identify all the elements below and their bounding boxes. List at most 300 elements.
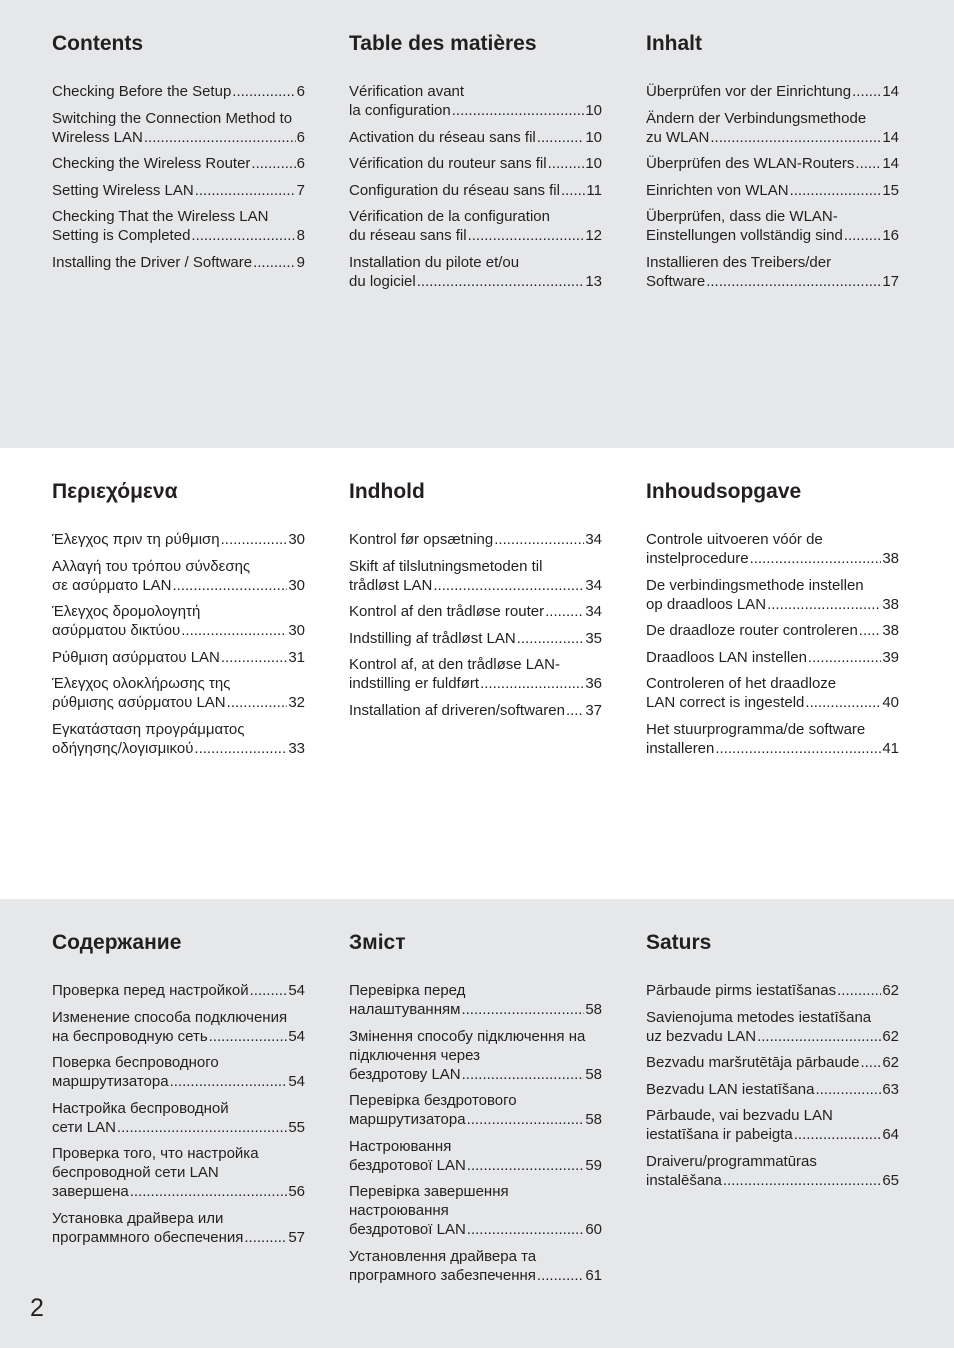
toc-entry-text: бездротової LAN bbox=[349, 1156, 466, 1174]
dot-leader bbox=[815, 1080, 881, 1099]
dot-leader bbox=[467, 1156, 585, 1175]
toc-entry-last-line bbox=[646, 549, 899, 568]
toc-entry[interactable] bbox=[646, 181, 899, 200]
toc-entry-last-line bbox=[52, 1118, 305, 1137]
toc-entry-last-line bbox=[52, 739, 305, 758]
dot-leader bbox=[480, 674, 584, 693]
dot-leader bbox=[191, 226, 295, 245]
toc-entry-text: Installation af driveren/softwaren bbox=[349, 701, 565, 719]
toc-entry[interactable] bbox=[349, 181, 602, 200]
toc-entry[interactable] bbox=[646, 1080, 899, 1099]
toc-page-number: 30 bbox=[288, 622, 305, 640]
toc-page-number: 6 bbox=[296, 155, 305, 173]
toc-entry-last-line bbox=[349, 101, 602, 120]
toc-section bbox=[52, 30, 305, 280]
toc-page-number: 58 bbox=[585, 1111, 602, 1129]
toc-page-number: 14 bbox=[882, 83, 899, 100]
dot-leader bbox=[181, 621, 287, 640]
toc-page-number: 34 bbox=[585, 603, 602, 621]
dot-leader bbox=[794, 1125, 882, 1144]
toc-entry-text: Kontrol af, at den trådløse LAN- bbox=[349, 656, 560, 674]
dot-leader bbox=[452, 101, 585, 120]
toc-entry-last-line bbox=[349, 1000, 602, 1019]
toc-entry-text: Перевірка перед bbox=[349, 982, 466, 999]
toc-entry[interactable] bbox=[349, 1091, 602, 1129]
toc-entry[interactable] bbox=[349, 82, 602, 120]
toc-entry[interactable] bbox=[646, 576, 899, 614]
toc-entry-last-line bbox=[646, 128, 899, 147]
toc-entry-text: Draadloos LAN instellen bbox=[646, 648, 807, 666]
dot-leader bbox=[232, 82, 295, 101]
toc-page-number: 37 bbox=[585, 701, 602, 719]
dot-leader bbox=[859, 621, 882, 640]
toc-page-number: 34 bbox=[585, 531, 602, 548]
toc-entry[interactable] bbox=[646, 1053, 899, 1072]
toc-entry-text: Installation du pilote et/ou bbox=[349, 253, 520, 271]
section-title: Inhalt bbox=[646, 32, 702, 55]
dot-leader bbox=[537, 1266, 584, 1285]
toc-entry-last-line bbox=[52, 648, 305, 667]
toc-page-number: 10 bbox=[585, 155, 602, 173]
toc-page-number: 34 bbox=[585, 576, 602, 594]
toc-page-number: 10 bbox=[585, 102, 602, 119]
toc-entry-text: Einstellungen vollständig sind bbox=[646, 227, 843, 245]
toc-entry[interactable] bbox=[52, 207, 305, 245]
dot-leader bbox=[517, 629, 585, 648]
toc-section bbox=[349, 478, 602, 728]
toc-entry[interactable] bbox=[349, 1247, 602, 1285]
dot-leader bbox=[805, 693, 881, 712]
toc-entry-text: Switching the Connection Method to bbox=[52, 109, 293, 127]
dot-leader bbox=[467, 1220, 585, 1239]
dot-leader bbox=[461, 1000, 584, 1019]
toc-entry[interactable] bbox=[52, 602, 305, 640]
toc-page-number: 14 bbox=[882, 128, 899, 146]
toc-entry[interactable] bbox=[646, 621, 899, 640]
toc-entry-text: Изменение способа подключения bbox=[52, 1008, 288, 1026]
toc-entry-last-line bbox=[52, 128, 305, 147]
toc-entry-text: trådløst LAN bbox=[349, 576, 433, 594]
dot-leader bbox=[251, 154, 295, 173]
toc-entry-text: ασύρματου δικτύου bbox=[52, 622, 181, 640]
toc-entry-text: instalēšana bbox=[646, 1171, 722, 1189]
toc-entry[interactable] bbox=[52, 530, 305, 549]
toc-entry-text: Αλλαγή του τρόπου σύνδεσης bbox=[52, 557, 251, 575]
toc-entry[interactable] bbox=[646, 207, 899, 245]
dot-leader bbox=[710, 128, 881, 147]
toc-entry-last-line bbox=[52, 530, 305, 549]
dot-leader bbox=[757, 1027, 881, 1046]
toc-entry-text: iestatīšana ir pabeigta bbox=[646, 1126, 793, 1144]
toc-entry[interactable] bbox=[646, 1106, 899, 1144]
toc-entry-last-line bbox=[646, 1080, 899, 1099]
toc-entry-text: Checking the Wireless Router bbox=[52, 155, 251, 173]
toc-entry[interactable] bbox=[646, 1152, 899, 1190]
toc-entry-last-line bbox=[349, 576, 602, 595]
toc-entry-last-line bbox=[52, 226, 305, 245]
toc-entry-text: Indstilling af trådløst LAN bbox=[349, 629, 516, 647]
toc-entry-last-line bbox=[52, 576, 305, 595]
section-title: Saturs bbox=[646, 931, 712, 954]
toc-entry-text: du réseau sans fil bbox=[349, 227, 467, 245]
toc-page-number: 15 bbox=[882, 181, 899, 199]
toc-page-number: 65 bbox=[882, 1171, 899, 1189]
toc-entry-text: Настройка беспроводной bbox=[52, 1099, 229, 1117]
dot-leader bbox=[837, 981, 881, 1000]
toc-entry-text: Savienojuma metodes iestatīšana bbox=[646, 1008, 872, 1026]
toc-entry-text: Überprüfen des WLAN-Routers bbox=[646, 155, 855, 173]
toc-entry-text: uz bezvadu LAN bbox=[646, 1027, 757, 1045]
toc-entry-text: LAN correct is ingesteld bbox=[646, 694, 805, 712]
toc-entry-text: Controle uitvoeren vóór de bbox=[646, 531, 823, 548]
toc-page-number: 63 bbox=[882, 1080, 899, 1098]
toc-entry-text: Kontrol af den trådløse router bbox=[349, 603, 545, 621]
dot-leader bbox=[221, 648, 287, 667]
dot-leader bbox=[494, 530, 584, 549]
toc-entry-text: Einrichten von WLAN bbox=[646, 181, 789, 199]
toc-page-number: 8 bbox=[296, 227, 305, 245]
dot-leader bbox=[253, 253, 296, 272]
toc-entry[interactable] bbox=[52, 1144, 305, 1201]
section-title: Περιεχόμενα bbox=[52, 480, 178, 503]
toc-entry-last-line bbox=[646, 1053, 899, 1072]
toc-entry-text: Перевірка завершення bbox=[349, 1183, 509, 1201]
toc-entry[interactable] bbox=[52, 981, 305, 1000]
toc-entry-text: op draadloos LAN bbox=[646, 595, 767, 613]
toc-entry-last-line bbox=[646, 739, 899, 758]
toc-entry-text: ρύθμισης ασύρματου LAN bbox=[52, 694, 226, 712]
toc-page-number: 55 bbox=[288, 1118, 305, 1136]
toc-entry-text: instelprocedure bbox=[646, 550, 749, 567]
toc-entry-text: завершена bbox=[52, 1183, 129, 1201]
toc-page-number: 6 bbox=[296, 128, 305, 146]
toc-entry[interactable] bbox=[349, 655, 602, 693]
toc-entry-last-line bbox=[646, 272, 899, 291]
toc-entry-last-line bbox=[52, 82, 305, 101]
toc-entry-text: Überprüfen vor der Einrichtung bbox=[646, 83, 852, 100]
toc-page-number: 6 bbox=[296, 83, 305, 100]
toc-entry[interactable] bbox=[52, 181, 305, 200]
dot-leader bbox=[117, 1118, 287, 1137]
toc-page-number: 32 bbox=[288, 694, 305, 712]
toc-entry-text: підключення через bbox=[349, 1046, 481, 1064]
toc-entry[interactable] bbox=[349, 1027, 602, 1084]
toc-entry-last-line bbox=[349, 154, 602, 173]
toc-entry-last-line bbox=[646, 226, 899, 245]
toc-entry[interactable] bbox=[349, 253, 602, 291]
dot-leader bbox=[130, 1182, 288, 1201]
toc-entry-text: програмного забезпечення bbox=[349, 1266, 536, 1284]
toc-entry-last-line bbox=[52, 1072, 305, 1091]
toc-entry-text: Έλεγχος ολοκλήρωσης της bbox=[52, 675, 231, 693]
toc-entry-last-line bbox=[349, 674, 602, 693]
toc-entry-text: Activation du réseau sans fil bbox=[349, 128, 536, 146]
toc-page-number: 56 bbox=[288, 1183, 305, 1201]
toc-entry[interactable] bbox=[349, 128, 602, 147]
toc-entry[interactable] bbox=[349, 530, 602, 549]
toc-entry-text: du logiciel bbox=[349, 272, 416, 290]
toc-page-number: 57 bbox=[288, 1228, 305, 1246]
toc-entry-last-line bbox=[349, 1220, 602, 1239]
toc-page-number: 41 bbox=[882, 739, 899, 757]
toc-entry[interactable] bbox=[52, 648, 305, 667]
dot-leader bbox=[855, 154, 881, 173]
toc-entry-last-line bbox=[349, 181, 602, 200]
toc-entry-text: installeren bbox=[646, 739, 715, 757]
toc-entry-last-line bbox=[349, 530, 602, 549]
toc-entry-text: Установлення драйвера та bbox=[349, 1247, 537, 1265]
toc-entry-text: Kontrol før opsætning bbox=[349, 531, 494, 548]
toc-entry-text: Ändern der Verbindungsmethode bbox=[646, 109, 867, 127]
toc-entry-text: Έλεγχος δρομολογητή bbox=[52, 603, 201, 621]
toc-entry-text: Проверка того, что настройка bbox=[52, 1145, 259, 1163]
dot-leader bbox=[244, 1228, 287, 1247]
toc-entry[interactable] bbox=[646, 154, 899, 173]
toc-page-number: 16 bbox=[882, 227, 899, 245]
toc-entry[interactable] bbox=[52, 109, 305, 147]
toc-entry-last-line bbox=[349, 629, 602, 648]
toc-entry-last-line bbox=[349, 602, 602, 621]
toc-entry[interactable] bbox=[349, 981, 602, 1019]
dot-leader bbox=[173, 576, 288, 595]
toc-entry-text: на беспроводную сеть bbox=[52, 1027, 208, 1045]
toc-section bbox=[349, 30, 602, 299]
toc-page-number: 30 bbox=[288, 576, 305, 594]
toc-entry-text: Controleren of het draadloze bbox=[646, 675, 837, 693]
toc-entry[interactable] bbox=[646, 530, 899, 568]
section-title: Inhoudsopgave bbox=[646, 480, 802, 503]
toc-entry[interactable] bbox=[646, 82, 899, 101]
toc-entry-text: σε ασύρματο LAN bbox=[52, 576, 172, 594]
toc-page-number: 38 bbox=[882, 595, 899, 613]
toc-entry-last-line bbox=[52, 981, 305, 1000]
toc-page-number: 59 bbox=[585, 1156, 602, 1174]
toc-entry-text: Configuration du réseau sans fil bbox=[349, 181, 560, 199]
toc-entry-text: Skift af tilslutningsmetoden til bbox=[349, 557, 543, 575]
toc-section bbox=[646, 929, 899, 1198]
dot-leader bbox=[844, 226, 882, 245]
toc-page-number: 40 bbox=[882, 694, 899, 712]
dot-leader bbox=[170, 1072, 288, 1091]
toc-page-number: 13 bbox=[585, 272, 602, 290]
toc-entry-last-line bbox=[349, 1156, 602, 1175]
dot-leader bbox=[808, 648, 881, 667]
toc-entry-last-line bbox=[52, 253, 305, 272]
toc-entry[interactable] bbox=[52, 1209, 305, 1247]
dot-leader bbox=[195, 181, 296, 200]
dot-leader bbox=[537, 128, 585, 147]
section-title: Table des matières bbox=[349, 32, 537, 55]
toc-entry[interactable] bbox=[646, 720, 899, 758]
toc-entry-last-line bbox=[349, 226, 602, 245]
dot-leader bbox=[545, 602, 584, 621]
toc-entry-last-line bbox=[646, 1171, 899, 1190]
toc-entry-last-line bbox=[646, 595, 899, 614]
toc-entry-last-line bbox=[349, 128, 602, 147]
toc-entry-text: Проверка перед настройкой bbox=[52, 982, 249, 999]
dot-leader bbox=[715, 739, 881, 758]
toc-page-number: 39 bbox=[882, 648, 899, 666]
toc-entry[interactable] bbox=[52, 82, 305, 101]
toc-entry-text: οδήγησης/λογισμικού bbox=[52, 739, 194, 757]
toc-entry-text: Поверка беспроводного bbox=[52, 1054, 219, 1072]
toc-entry-text: Bezvadu maršrutētāja pārbaude bbox=[646, 1054, 860, 1072]
toc-entry-text: zu WLAN bbox=[646, 128, 710, 146]
toc-entry-text: сети LAN bbox=[52, 1118, 116, 1136]
toc-entry-last-line bbox=[646, 1125, 899, 1144]
toc-page-number: 12 bbox=[585, 227, 602, 245]
dot-leader bbox=[194, 739, 287, 758]
toc-page-number: 58 bbox=[585, 1065, 602, 1083]
toc-entry-text: маршрутизатора bbox=[349, 1111, 466, 1129]
toc-section bbox=[646, 30, 899, 299]
toc-section bbox=[349, 929, 602, 1293]
toc-entry-text: Software bbox=[646, 272, 706, 290]
toc-entry-last-line bbox=[646, 648, 899, 667]
toc-entry[interactable] bbox=[349, 602, 602, 621]
toc-entry[interactable] bbox=[349, 207, 602, 245]
toc-page-number: 17 bbox=[882, 272, 899, 290]
toc-entry-text: Setting is Completed bbox=[52, 227, 191, 245]
toc-page-number: 36 bbox=[585, 675, 602, 693]
toc-entry-last-line bbox=[646, 1027, 899, 1046]
dot-leader bbox=[467, 1110, 585, 1129]
page-number: 2 bbox=[30, 1294, 44, 1322]
dot-leader bbox=[852, 82, 881, 101]
toc-page-number: 54 bbox=[288, 1073, 305, 1091]
toc-page-number: 30 bbox=[288, 531, 305, 548]
toc-entry-last-line bbox=[646, 621, 899, 640]
toc-page-number: 58 bbox=[585, 1001, 602, 1018]
section-title: Indhold bbox=[349, 480, 425, 503]
toc-entry-last-line bbox=[349, 1110, 602, 1129]
toc-entry[interactable] bbox=[52, 1008, 305, 1046]
toc-entry[interactable] bbox=[52, 720, 305, 758]
dot-leader bbox=[462, 1065, 585, 1084]
toc-entry[interactable] bbox=[349, 629, 602, 648]
toc-entry-text: Checking That the Wireless LAN bbox=[52, 208, 269, 226]
toc-page-number: 31 bbox=[288, 648, 305, 666]
dot-leader bbox=[227, 693, 288, 712]
toc-entry-text: Setting Wireless LAN bbox=[52, 181, 194, 199]
toc-section bbox=[52, 929, 305, 1255]
toc-entry-last-line bbox=[52, 1228, 305, 1247]
toc-entry-text: De verbindingsmethode instellen bbox=[646, 576, 864, 594]
toc-entry-last-line bbox=[646, 181, 899, 200]
dot-leader bbox=[706, 272, 881, 291]
toc-entry-last-line bbox=[349, 701, 602, 720]
toc-section bbox=[646, 478, 899, 766]
dot-leader bbox=[144, 128, 296, 147]
toc-entry-text: настроювання bbox=[349, 1202, 449, 1220]
toc-entry[interactable] bbox=[52, 1053, 305, 1091]
toc-page-number: 7 bbox=[296, 181, 305, 199]
toc-entry-text: Pārbaude pirms iestatīšanas bbox=[646, 982, 837, 999]
toc-page-number: 60 bbox=[585, 1221, 602, 1239]
toc-entry-last-line bbox=[646, 693, 899, 712]
toc-entry[interactable] bbox=[646, 981, 899, 1000]
toc-entry[interactable] bbox=[349, 701, 602, 720]
toc-entry-last-line bbox=[349, 1266, 602, 1285]
toc-entry-last-line bbox=[646, 82, 899, 101]
toc-page-number: 38 bbox=[882, 550, 899, 567]
toc-page-number: 33 bbox=[288, 739, 305, 757]
toc-entry[interactable] bbox=[646, 1008, 899, 1046]
toc-entry-text: налаштуванням bbox=[349, 1001, 461, 1018]
toc-entry[interactable] bbox=[52, 1099, 305, 1137]
toc-entry-text: Draiveru/programmatūras bbox=[646, 1152, 817, 1170]
toc-page-number: 11 bbox=[586, 181, 602, 199]
toc-entry-text: Установка драйвера или bbox=[52, 1209, 224, 1227]
toc-entry-text: беспроводной сети LAN bbox=[52, 1164, 219, 1182]
toc-entry[interactable] bbox=[646, 648, 899, 667]
toc-entry[interactable] bbox=[646, 674, 899, 712]
toc-entry-last-line bbox=[52, 621, 305, 640]
toc-page-number: 61 bbox=[585, 1266, 602, 1284]
section-title: Зміст bbox=[349, 931, 406, 954]
toc-page-number: 38 bbox=[882, 622, 899, 640]
toc-entry[interactable] bbox=[52, 154, 305, 173]
toc-entry-text: Pārbaude, vai bezvadu LAN bbox=[646, 1107, 833, 1125]
dot-leader bbox=[723, 1171, 881, 1190]
toc-entry-text: Ρύθμιση ασύρματου LAN bbox=[52, 648, 220, 666]
toc-entry-text: Змінення способу підключення на bbox=[349, 1027, 586, 1045]
dot-leader bbox=[417, 272, 585, 291]
toc-entry[interactable] bbox=[52, 674, 305, 712]
dot-leader bbox=[548, 154, 585, 173]
toc-entry-last-line bbox=[646, 981, 899, 1000]
toc-entry-last-line bbox=[52, 693, 305, 712]
toc-entry-text: Έλεγχος πριν τη ρύθμιση bbox=[52, 531, 220, 548]
toc-entry-text: Installing the Driver / Software bbox=[52, 253, 253, 271]
toc-entry-text: Перевірка бездротового bbox=[349, 1092, 517, 1110]
toc-entry-text: la configuration bbox=[349, 102, 451, 119]
toc-entry-text: маршрутизатора bbox=[52, 1073, 169, 1091]
section-title: Contents bbox=[52, 32, 143, 55]
toc-entry[interactable] bbox=[349, 557, 602, 595]
dot-leader bbox=[561, 181, 585, 200]
toc-entry-last-line bbox=[52, 154, 305, 173]
toc-page-number: 14 bbox=[882, 155, 899, 173]
toc-page-number: 62 bbox=[882, 982, 899, 999]
toc-entry-last-line bbox=[52, 1027, 305, 1046]
dot-leader bbox=[221, 530, 288, 549]
toc-entry-text: программного обеспечения bbox=[52, 1228, 244, 1246]
section-title: Содержание bbox=[52, 931, 182, 954]
toc-entry-last-line bbox=[52, 1182, 305, 1201]
toc-entry[interactable] bbox=[52, 557, 305, 595]
toc-entry[interactable] bbox=[52, 253, 305, 272]
toc-entry[interactable] bbox=[646, 253, 899, 291]
toc-entry-text: Überprüfen, dass die WLAN- bbox=[646, 208, 838, 226]
toc-section bbox=[52, 478, 305, 766]
toc-entry-last-line bbox=[349, 1065, 602, 1084]
toc-entry-text: Wireless LAN bbox=[52, 128, 143, 146]
toc-entry[interactable] bbox=[349, 154, 602, 173]
toc-entry[interactable] bbox=[646, 109, 899, 147]
toc-page-number: 54 bbox=[288, 982, 305, 999]
dot-leader bbox=[250, 981, 288, 1000]
dot-leader bbox=[767, 595, 881, 614]
toc-entry[interactable] bbox=[349, 1137, 602, 1175]
toc-page-number: 64 bbox=[882, 1126, 899, 1144]
toc-entry[interactable] bbox=[349, 1182, 602, 1239]
toc-page-number: 62 bbox=[882, 1027, 899, 1045]
toc-entry-text: Vérification de la configuration bbox=[349, 208, 550, 226]
toc-entry-text: Εγκατάσταση προγράμματος bbox=[52, 720, 245, 738]
toc-entry-text: Installieren des Treibers/der bbox=[646, 253, 832, 271]
toc-entry-text: Настроювання bbox=[349, 1137, 452, 1155]
